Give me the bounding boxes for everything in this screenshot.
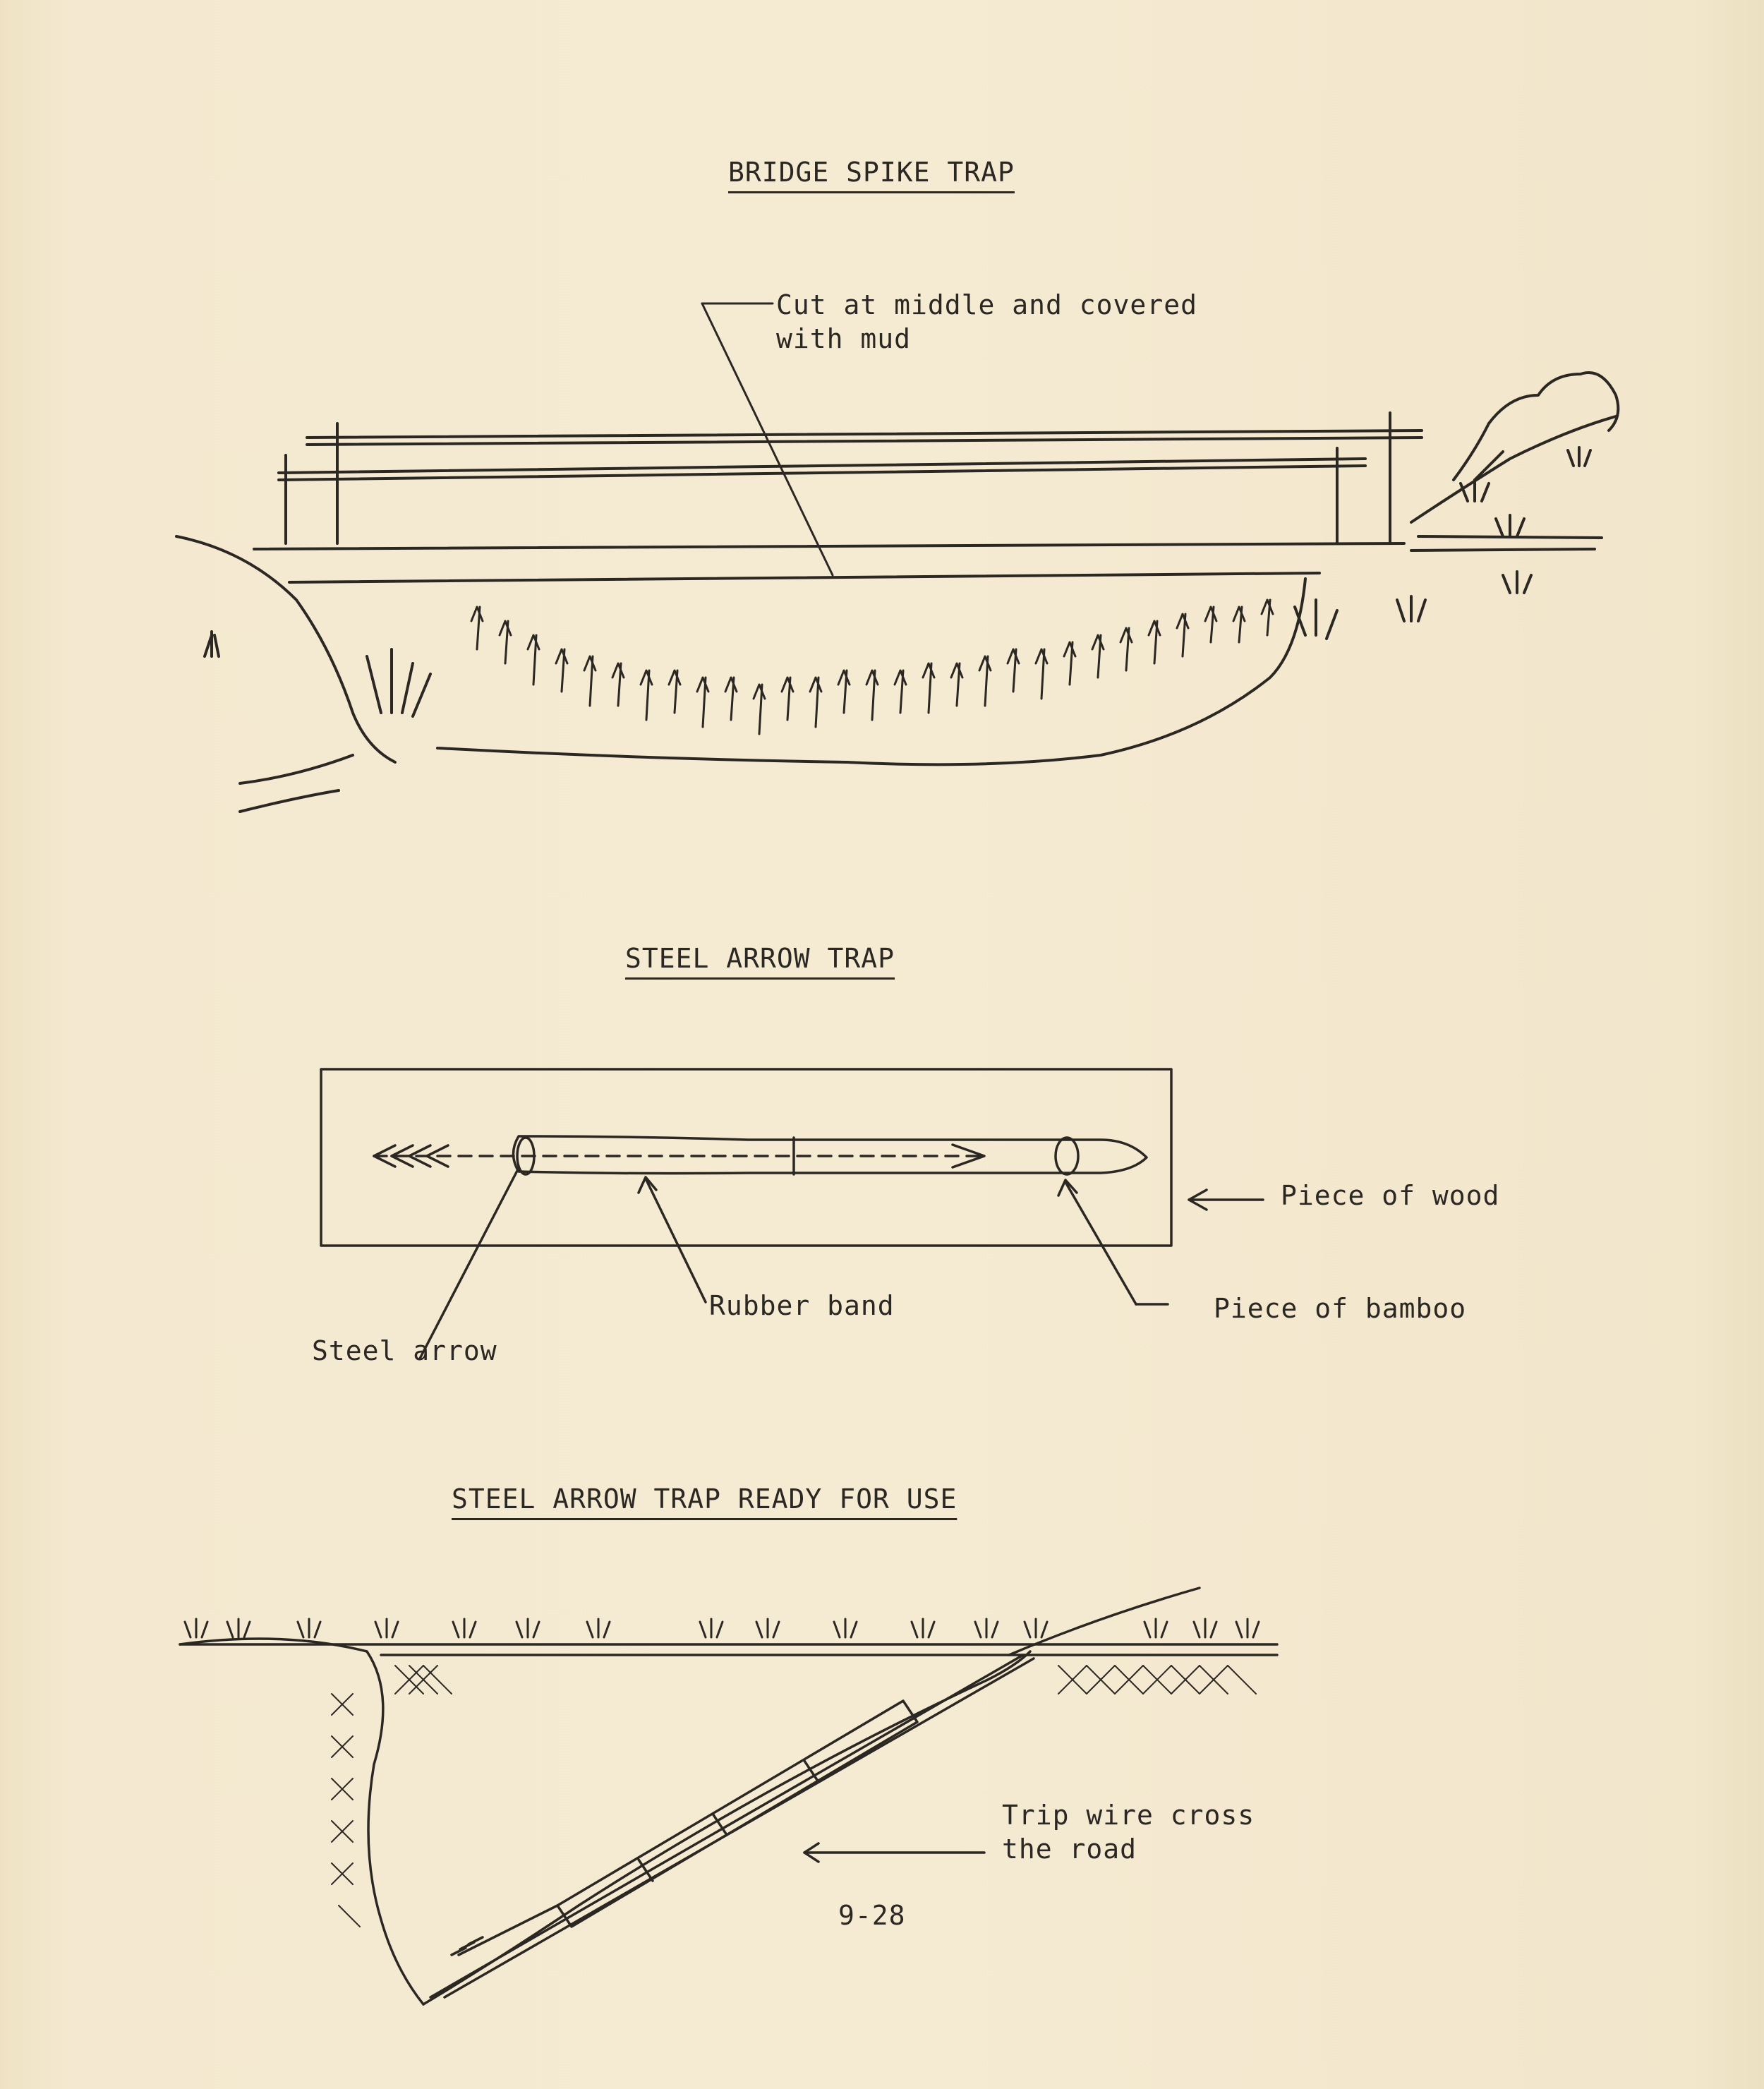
piece-of-wood-label: Piece of wood [1281, 1180, 1500, 1211]
trap-ready-title: STEEL ARROW TRAP READY FOR USE [452, 1483, 957, 1515]
trip-wire-label-line1: Trip wire cross [1002, 1800, 1255, 1831]
bridge-label-line2: with mud [776, 323, 912, 354]
bridge-spike-trap-title: BRIDGE SPIKE TRAP [728, 157, 1015, 188]
piece-of-bamboo-label: Piece of bamboo [1214, 1293, 1467, 1324]
trip-wire-label-line2: the road [1002, 1834, 1137, 1865]
trap-ready-drawing [180, 1588, 1277, 2004]
steel-arrow-trap-title: STEEL ARROW TRAP [625, 943, 895, 974]
bridge-spike-trap-drawing [176, 303, 1618, 812]
page-number: 9-28 [838, 1900, 906, 1931]
steel-arrow-label: Steel arrow [312, 1335, 497, 1366]
rubber-band-label: Rubber band [709, 1290, 895, 1321]
bridge-label-line1: Cut at middle and covered [776, 289, 1197, 320]
